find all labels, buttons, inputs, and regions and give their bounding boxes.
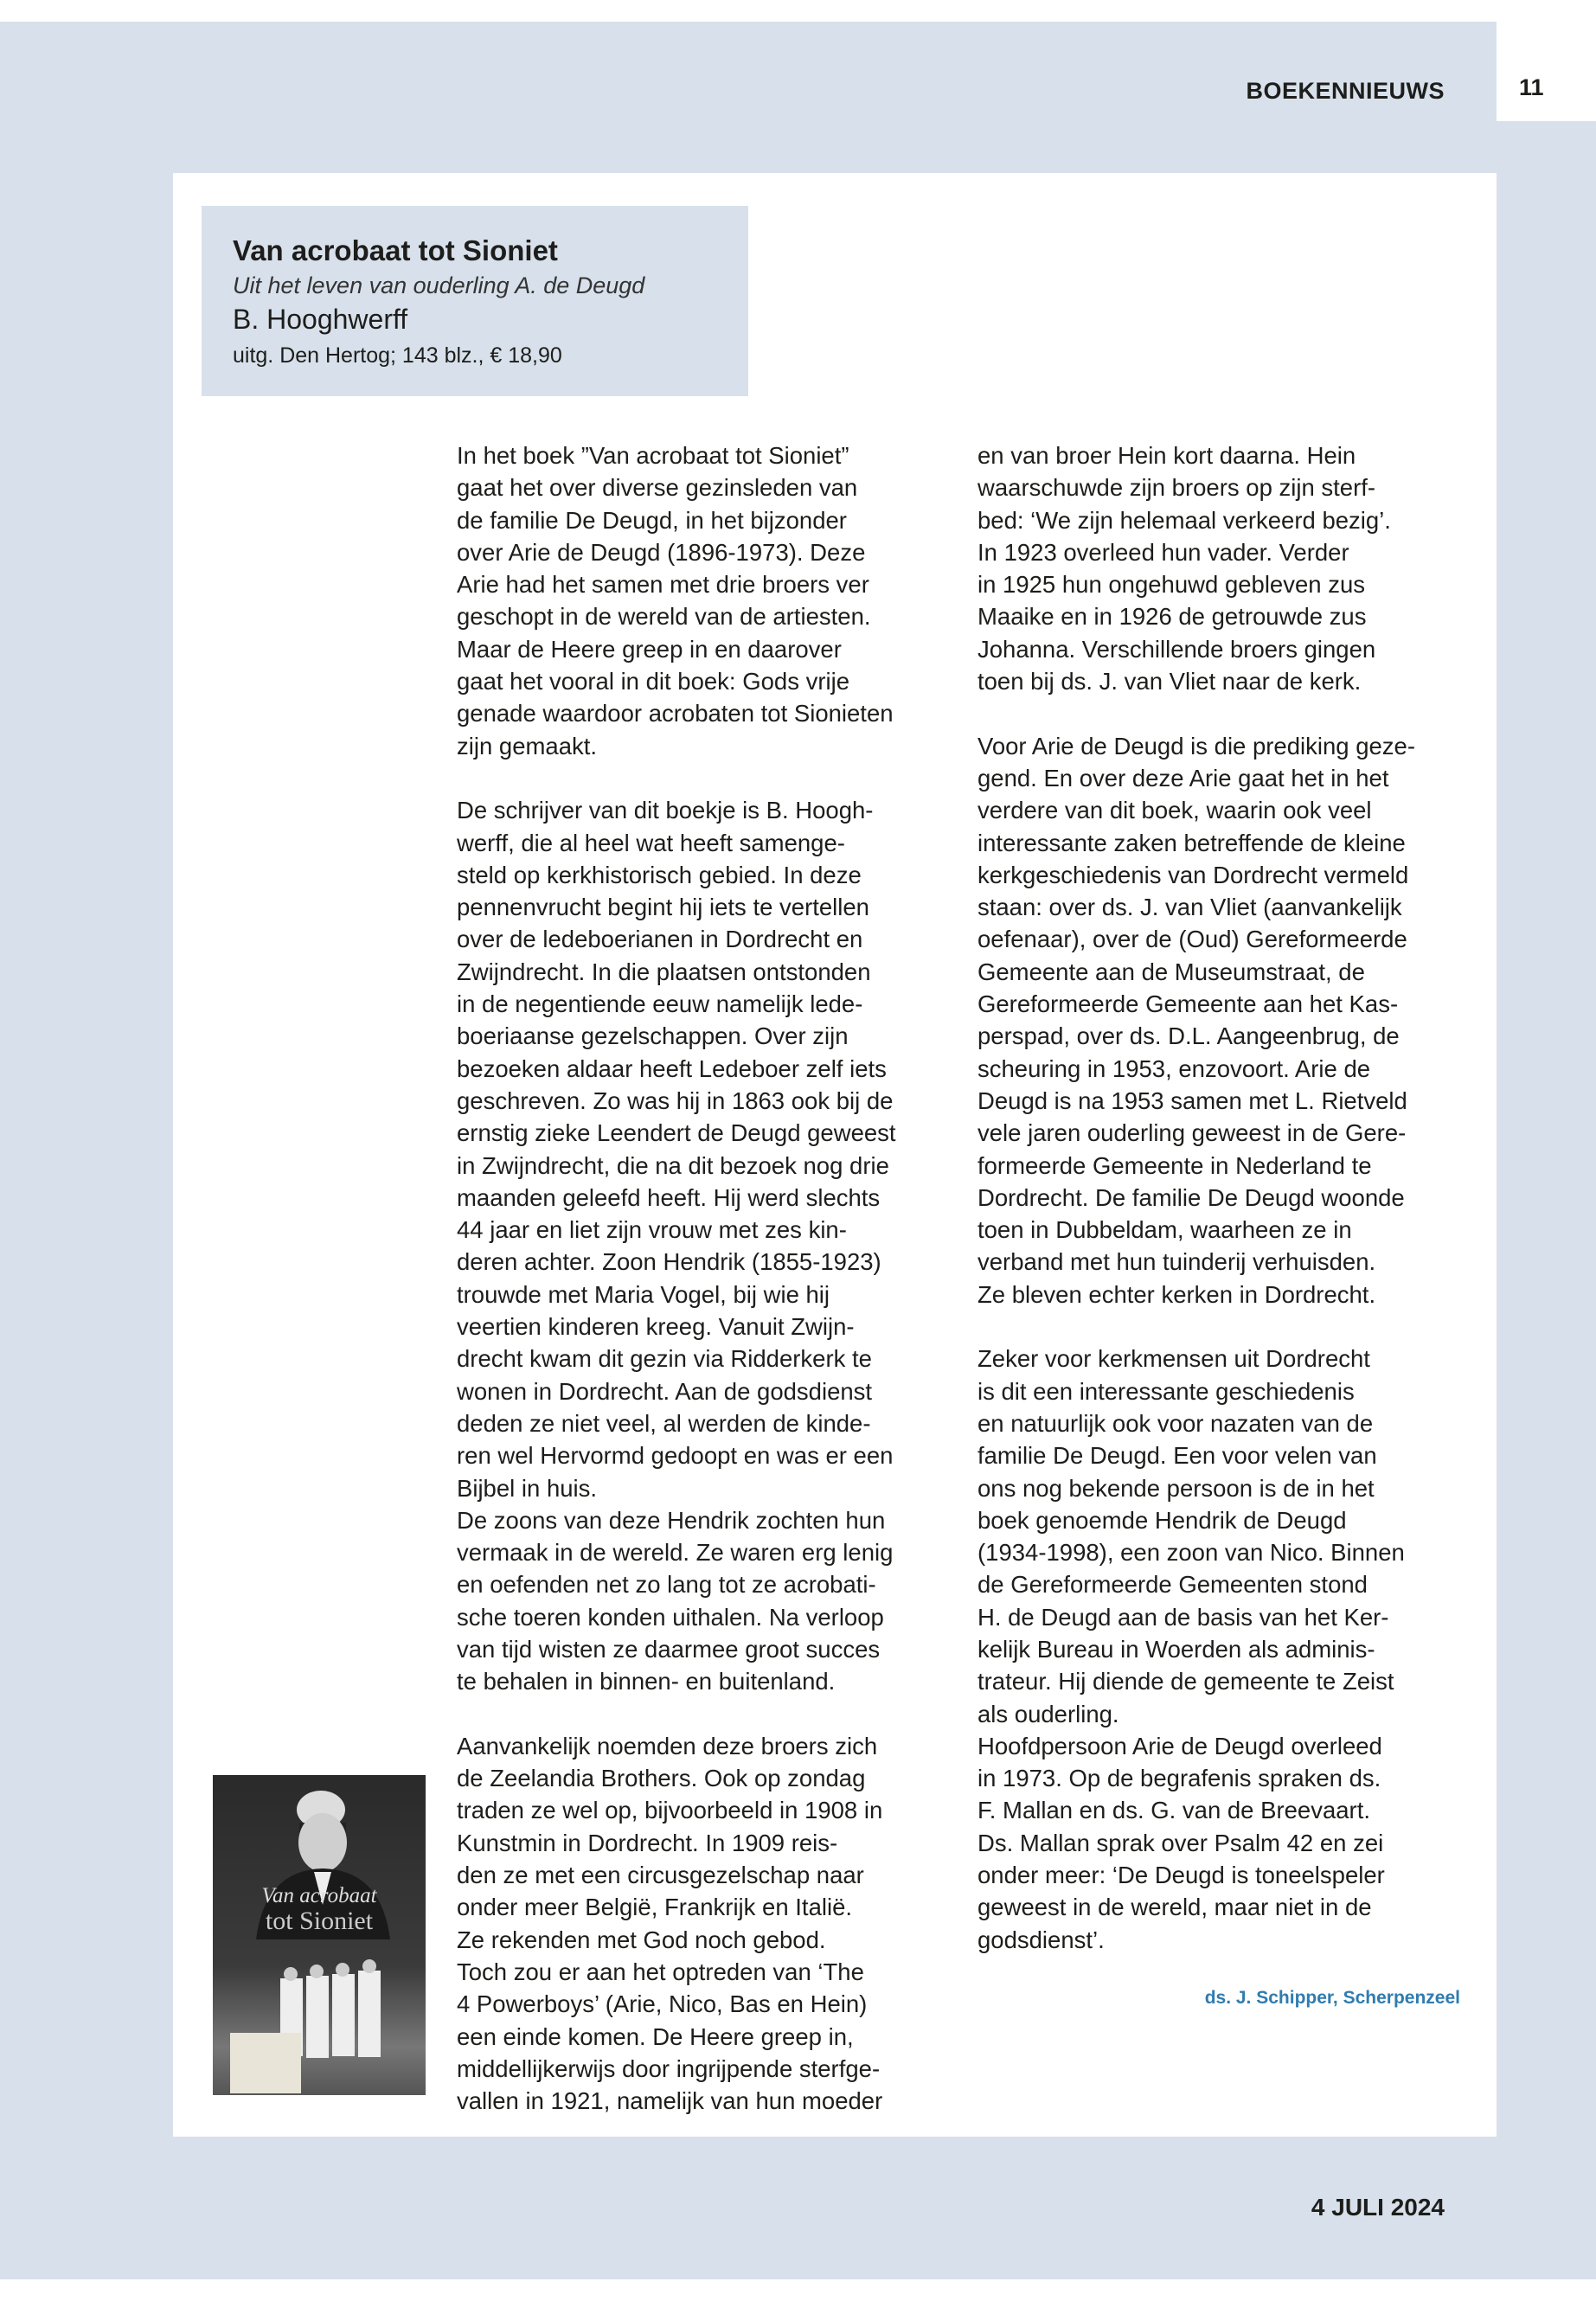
text-line: In 1923 overleed hun vader. Verder — [977, 538, 1349, 566]
text-line: werff, die al heel wat heeft samenge- — [457, 829, 845, 856]
text-line: Gereformeerde Gemeente aan het Kas- — [977, 990, 1399, 1018]
text-line: over de ledeboerianen in Dordrecht en — [457, 926, 863, 953]
text-line: kelijk Bureau in Woerden als adminis- — [977, 1635, 1375, 1663]
text-line: Arie had het samen met drie broers ver — [457, 571, 869, 599]
text-line: onder meer België, Frankrijk en Italië. — [457, 1894, 853, 1921]
text-line: traden ze wel op, bijvoorbeeld in 1908 in — [457, 1797, 883, 1824]
paragraph — [457, 794, 896, 1504]
text-line: gaat het vooral in dit boek: Gods vrije — [457, 668, 850, 695]
text-line: onder meer: ‘De Deugd is toneelspeler — [977, 1862, 1385, 1889]
text-line: geschreven. Zo was hij in 1863 ook bij de — [457, 1086, 894, 1114]
text-line: de Zeelandia Brothers. Ook op zondag — [457, 1765, 866, 1792]
text-line: Maaike en in 1926 de getrouwde zus — [977, 603, 1367, 631]
text-line: staan: over ds. J. van Vliet (aanvankelijk — [977, 894, 1402, 921]
text-line: gaat het over diverse gezinsleden van — [457, 474, 858, 502]
text-line: den ze met een circusgezelschap naar — [457, 1862, 864, 1889]
text-line: vallen in 1921, namelijk van hun moeder — [457, 2087, 883, 2115]
text-line: ernstig zieke Leendert de Deugd geweest — [457, 1119, 896, 1147]
text-line: drecht kwam dit gezin via Ridderkerk te — [457, 1345, 872, 1373]
text-line: en oefenden net zo lang tot ze acrobati- — [457, 1571, 876, 1599]
text-line: en natuurlijk ook voor nazaten van de — [977, 1409, 1374, 1437]
text-line: in Zwijndrecht, die na dit bezoek nog drie — [457, 1151, 889, 1179]
text-line: bezoeken aldaar heeft Ledeboer zelf iets — [457, 1054, 887, 1082]
text-line: Aanvankelijk noemden deze broers zich — [457, 1732, 878, 1759]
paragraph — [457, 439, 896, 762]
text-line: bed: ‘We zijn helemaal verkeerd bezig’. — [977, 506, 1391, 534]
paragraph — [977, 1730, 1415, 1956]
article-column-1 — [457, 439, 896, 2150]
text-line: Toch zou er aan het optreden van ‘The — [457, 1958, 864, 1985]
issue-date: 4 JULI 2024 — [1311, 2194, 1445, 2221]
paragraph — [457, 1730, 896, 2118]
text-line: gend. En over deze Arie gaat het in het — [977, 764, 1389, 792]
book-details: uitg. Den Hertog; 143 blz., € 18,90 — [233, 343, 562, 368]
text-line: 4 Powerboys’ (Arie, Nico, Bas en Hein) — [457, 1990, 868, 2018]
text-line: toen in Dubbeldam, waarheen ze in — [977, 1216, 1352, 1244]
book-info-box — [202, 206, 748, 396]
text-line: ren wel Hervormd gedoopt en was er een — [457, 1442, 894, 1470]
book-title: Van acrobaat tot Sioniet — [233, 234, 558, 266]
text-line: verdere van dit boek, waarin ook veel — [977, 797, 1372, 824]
text-line: toen bij ds. J. van Vliet naar de kerk. — [977, 668, 1362, 695]
text-line: over Arie de Deugd (1896-1973). Deze — [457, 538, 866, 566]
text-line: Dordrecht. De familie De Deugd woonde — [977, 1183, 1405, 1211]
article-column-2 — [977, 439, 1415, 1988]
text-line: genade waardoor acrobaten tot Sionieten — [457, 700, 894, 727]
paragraph — [977, 439, 1415, 697]
paragraph — [457, 1504, 896, 1698]
text-line: geschopt in de wereld van de artiesten. — [457, 603, 871, 631]
text-line: middellijkerwijs door ingrijpende sterfge- — [457, 2054, 881, 2082]
page-number: 11 — [1519, 74, 1544, 100]
text-line: in 1973. Op de begrafenis spraken ds. — [977, 1765, 1381, 1792]
text-line: zijn gemaakt. — [457, 732, 598, 760]
text-line: is dit een interessante geschiedenis — [977, 1377, 1355, 1405]
text-line: in 1925 hun ongehuwd gebleven zus — [977, 571, 1366, 599]
text-line: Ze bleven echter kerken in Dordrecht. — [977, 1280, 1376, 1308]
text-line: De schrijver van dit boekje is B. Hoogh- — [457, 797, 874, 824]
book-author: B. Hooghwerff — [233, 304, 408, 335]
text-line: familie De Deugd. Een voor velen van — [977, 1442, 1377, 1470]
paragraph — [977, 1343, 1415, 1730]
text-line: Kunstmin in Dordrecht. In 1909 reis- — [457, 1829, 838, 1856]
text-line: vele jaren ouderling geweest in de Gere- — [977, 1119, 1407, 1147]
text-line: als ouderling. — [977, 1700, 1119, 1727]
text-line: perspad, over ds. D.L. Aangeenbrug, de — [977, 1022, 1400, 1050]
text-line: maanden geleefd heeft. Hij werd slechts — [457, 1183, 881, 1211]
text-line: verband met hun tuinderij verhuisden. — [977, 1248, 1376, 1276]
text-line: vermaak in de wereld. Ze waren erg lenig — [457, 1539, 894, 1567]
text-line: Bijbel in huis. — [457, 1474, 598, 1502]
text-line: Johanna. Verschillende broers gingen — [977, 635, 1376, 663]
text-line: F. Mallan en ds. G. van de Breevaart. — [977, 1797, 1370, 1824]
text-line: te behalen in binnen- en buitenland. — [457, 1668, 836, 1695]
text-line: trateur. Hij diende de gemeente te Zeist — [977, 1668, 1394, 1695]
text-line: ons nog bekende persoon is de in het — [977, 1474, 1375, 1502]
text-line: boek genoemde Hendrik de Deugd — [977, 1506, 1347, 1534]
text-line: een einde komen. De Heere greep in, — [457, 2022, 854, 2050]
text-line: pennenvrucht begint hij iets te vertellen — [457, 894, 869, 921]
cover-title-line1: Van acrobaat — [261, 1884, 377, 1907]
text-line: geweest in de wereld, maar niet in de — [977, 1894, 1372, 1921]
text-line: Zeker voor kerkmensen uit Dordrecht — [977, 1345, 1370, 1373]
section-title: BOEKENNIEUWS — [1246, 78, 1445, 104]
text-line: in de negentiende eeuw namelijk lede- — [457, 990, 863, 1018]
text-line: kerkgeschiedenis van Dordrecht vermeld — [977, 861, 1409, 888]
text-line: en van broer Hein kort daarna. Hein — [977, 442, 1356, 469]
text-line: waarschuwde zijn broers op zijn sterf- — [977, 474, 1376, 502]
text-line: Ds. Mallan sprak over Psalm 42 en zei — [977, 1829, 1384, 1856]
text-line: steld op kerkhistorisch gebied. In deze — [457, 861, 862, 888]
text-line: boeriaanse gezelschappen. Over zijn — [457, 1022, 849, 1050]
text-line: veertien kinderen kreeg. Vanuit Zwijn- — [457, 1313, 855, 1341]
book-cover-image — [213, 1775, 426, 2095]
text-line: interessante zaken betreffende de kleine — [977, 829, 1406, 856]
text-line: deden ze niet veel, al werden de kinde- — [457, 1409, 871, 1437]
text-line: Gemeente aan de Museumstraat, de — [977, 958, 1365, 985]
text-line: Deugd is na 1953 samen met L. Rietveld — [977, 1086, 1407, 1114]
text-line: deren achter. Zoon Hendrik (1855-1923) — [457, 1248, 881, 1276]
paragraph — [977, 730, 1415, 1311]
text-line: de familie De Deugd, in het bijzonder — [457, 506, 847, 534]
text-line: Voor Arie de Deugd is die prediking geze- — [977, 732, 1416, 760]
text-line: Hoofdpersoon Arie de Deugd overleed — [977, 1732, 1382, 1759]
text-line: Zwijndrecht. In die plaatsen ontstonden — [457, 958, 871, 985]
article-author-credit: ds. J. Schipper, Scherpenzeel — [1204, 1988, 1460, 2008]
text-line: De zoons van deze Hendrik zochten hun — [457, 1506, 886, 1534]
text-line: godsdienst’. — [977, 1926, 1105, 1953]
text-line: (1934-1998), een zoon van Nico. Binnen — [977, 1539, 1405, 1567]
cover-title-line2: tot Sioniet — [265, 1907, 374, 1935]
text-line: wonen in Dordrecht. Aan de godsdienst — [457, 1377, 873, 1405]
text-line: de Gereformeerde Gemeenten stond — [977, 1571, 1368, 1599]
text-line: van tijd wisten ze daarmee groot succes — [457, 1635, 881, 1663]
text-line: Maar de Heere greep in en daarover — [457, 635, 842, 663]
text-line: Ze rekenden met God noch gebod. — [457, 1926, 826, 1953]
text-line: scheuring in 1953, enzovoort. Arie de — [977, 1054, 1371, 1082]
text-line: H. de Deugd aan de basis van het Ker- — [977, 1603, 1389, 1631]
text-line: sche toeren konden uithalen. Na verloop — [457, 1603, 884, 1631]
text-line: oefenaar), over de (Oud) Gereformeerde — [977, 926, 1407, 953]
page-number-box — [1497, 22, 1596, 121]
text-line: formeerde Gemeente in Nederland te — [977, 1151, 1372, 1179]
text-line: 44 jaar en liet zijn vrouw met zes kin- — [457, 1216, 847, 1244]
text-line: trouwde met Maria Vogel, bij wie hij — [457, 1280, 830, 1308]
text-line: In het boek ”Van acrobaat tot Sioniet” — [457, 442, 849, 469]
book-subtitle: Uit het leven van ouderling A. de Deugd — [233, 272, 645, 298]
